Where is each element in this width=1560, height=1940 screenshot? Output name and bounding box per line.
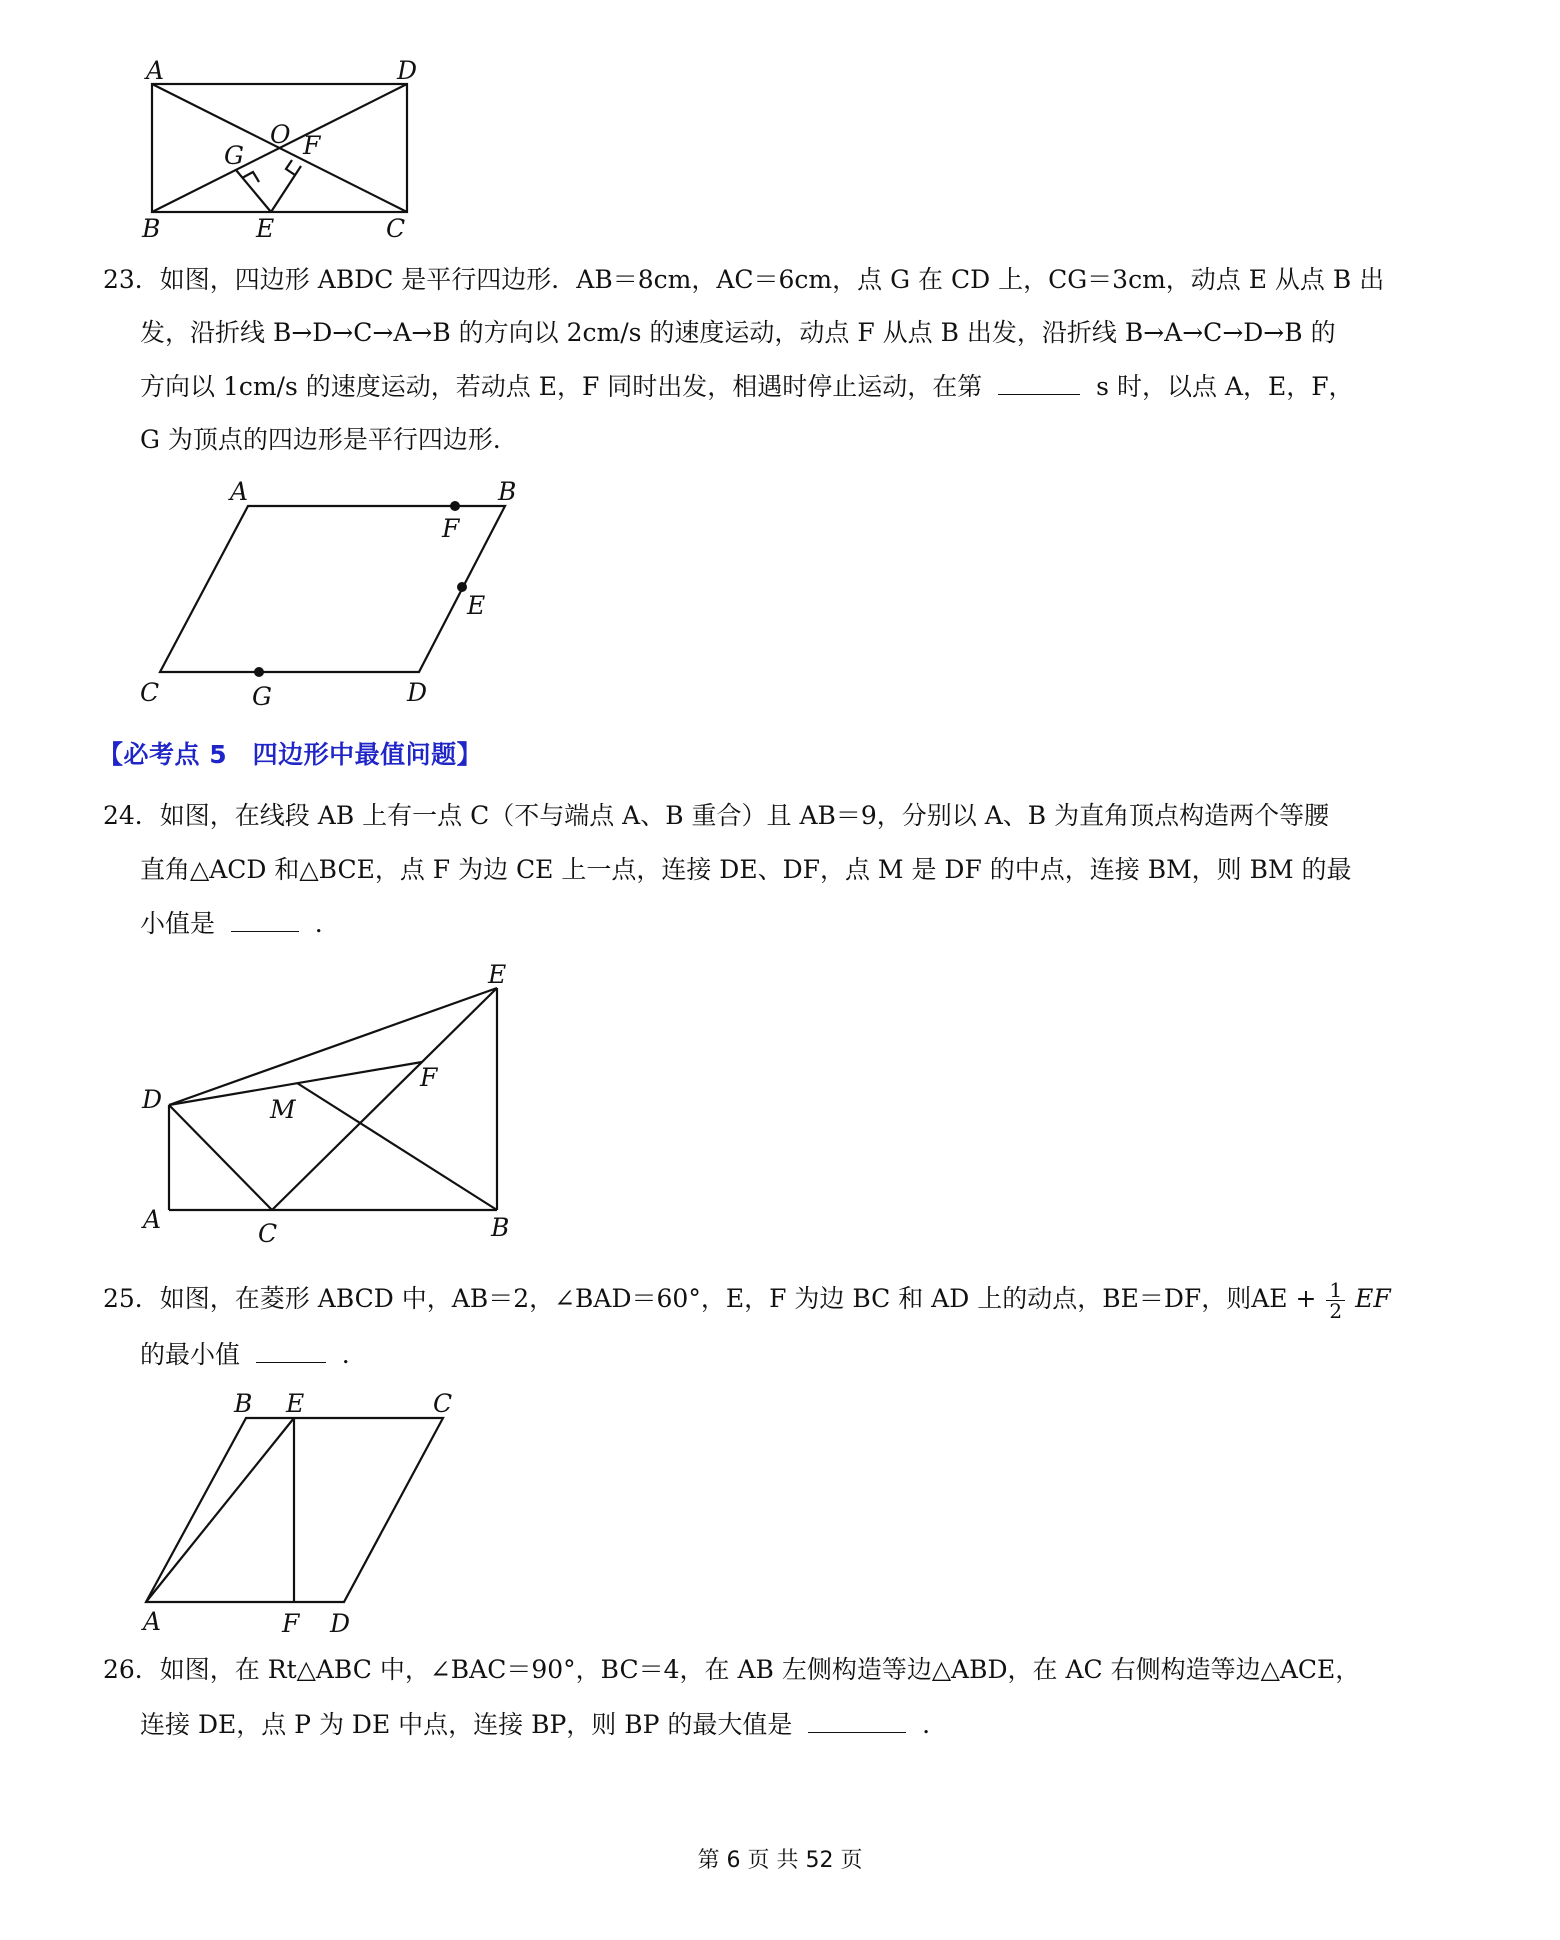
q26-line-2b: ．: [922, 1710, 948, 1739]
section-heading: 【必考点 5 四边形中最值问题】: [98, 740, 483, 769]
label-e: E: [488, 960, 507, 989]
label-d: D: [330, 1609, 351, 1638]
label-a: A: [143, 1205, 162, 1234]
label-a: A: [146, 56, 165, 85]
label-e: E: [256, 214, 275, 243]
q25-line-1a: 25．如图，在菱形 ABCD 中，AB＝2，∠BAD＝60°，E，F 为边 BC 和 AD 上的动点，BE＝DF，则AE +: [103, 1284, 1317, 1313]
q25-line-1b: EF: [1355, 1284, 1391, 1313]
q26-answer-blank[interactable]: [808, 1710, 906, 1733]
label-c: C: [258, 1219, 278, 1248]
label-e: E: [467, 591, 486, 620]
label-b: B: [498, 477, 517, 506]
q24-line-3a: 小值是: [140, 909, 216, 938]
label-f: F: [420, 1063, 438, 1092]
q26-line-2a: 连接 DE，点 P 为 DE 中点，连接 BP，则 BP 的最大值是: [140, 1710, 793, 1739]
label-f: F: [442, 514, 460, 543]
label-e: E: [286, 1389, 305, 1418]
label-c: C: [433, 1389, 453, 1418]
q24-line-1: 24．如图，在线段 AB 上有一点 C（不与端点 A、B 重合）且 AB＝9，分别以 A、B 为直角顶点构造两个等腰: [103, 801, 1330, 830]
label-m: M: [270, 1095, 296, 1124]
q25-line-2b: ．: [341, 1340, 367, 1369]
q26-line-1: 26．如图，在 Rt△ABC 中，∠BAC＝90°，BC＝4，在 AB 左侧构造等边△ABD，在 AC 右侧构造等边△ACE，: [103, 1655, 1361, 1684]
label-g: G: [252, 682, 272, 711]
q25-line-2a: 的最小值: [140, 1340, 241, 1369]
label-d: D: [142, 1085, 163, 1114]
q24-line-2: 直角△ACD 和△BCE，点 F 为边 CE 上一点，连接 DE、DF，点 M 是 DF 的中点，连接 BM，则 BM 的最: [140, 855, 1352, 884]
label-a: A: [230, 477, 249, 506]
q24-line-3b: ．: [314, 909, 340, 938]
label-a: A: [143, 1607, 162, 1636]
label-c: C: [386, 214, 406, 243]
label-b: B: [234, 1389, 253, 1418]
q23-line-3a: 方向以 1cm/s 的速度运动，若动点 E，F 同时出发，相遇时停止运动，在第: [140, 372, 983, 401]
label-b: B: [142, 214, 161, 243]
label-b: B: [491, 1213, 510, 1242]
q23-line-4: G 为顶点的四边形是平行四边形．: [140, 425, 518, 454]
q23-line-3b: s 时，以点 A，E，F，: [1096, 372, 1354, 401]
q23-line-1: 23．如图，四边形 ABDC 是平行四边形．AB＝8cm，AC＝6cm，点 G 在 CD 上，CG＝3cm，动点 E 从点 B 出: [103, 265, 1385, 294]
q23-line-2: 发，沿折线 B→D→C→A→B 的方向以 2cm/s 的速度运动，动点 F 从点 B 出发，沿折线 B→A→C→D→B 的: [140, 318, 1336, 347]
label-o: O: [270, 120, 291, 149]
page-footer: 第 6 页 共 52 页: [697, 1848, 863, 1873]
label-d: D: [407, 678, 428, 707]
label-f: F: [303, 131, 321, 160]
label-d: D: [397, 56, 418, 85]
q26-line-2: [140, 1710, 947, 1740]
label-c: C: [140, 678, 160, 707]
fraction-one-half: $\frac{1}{2}$: [1326, 1280, 1345, 1321]
label-g: G: [224, 141, 244, 170]
label-f: F: [282, 1609, 300, 1638]
